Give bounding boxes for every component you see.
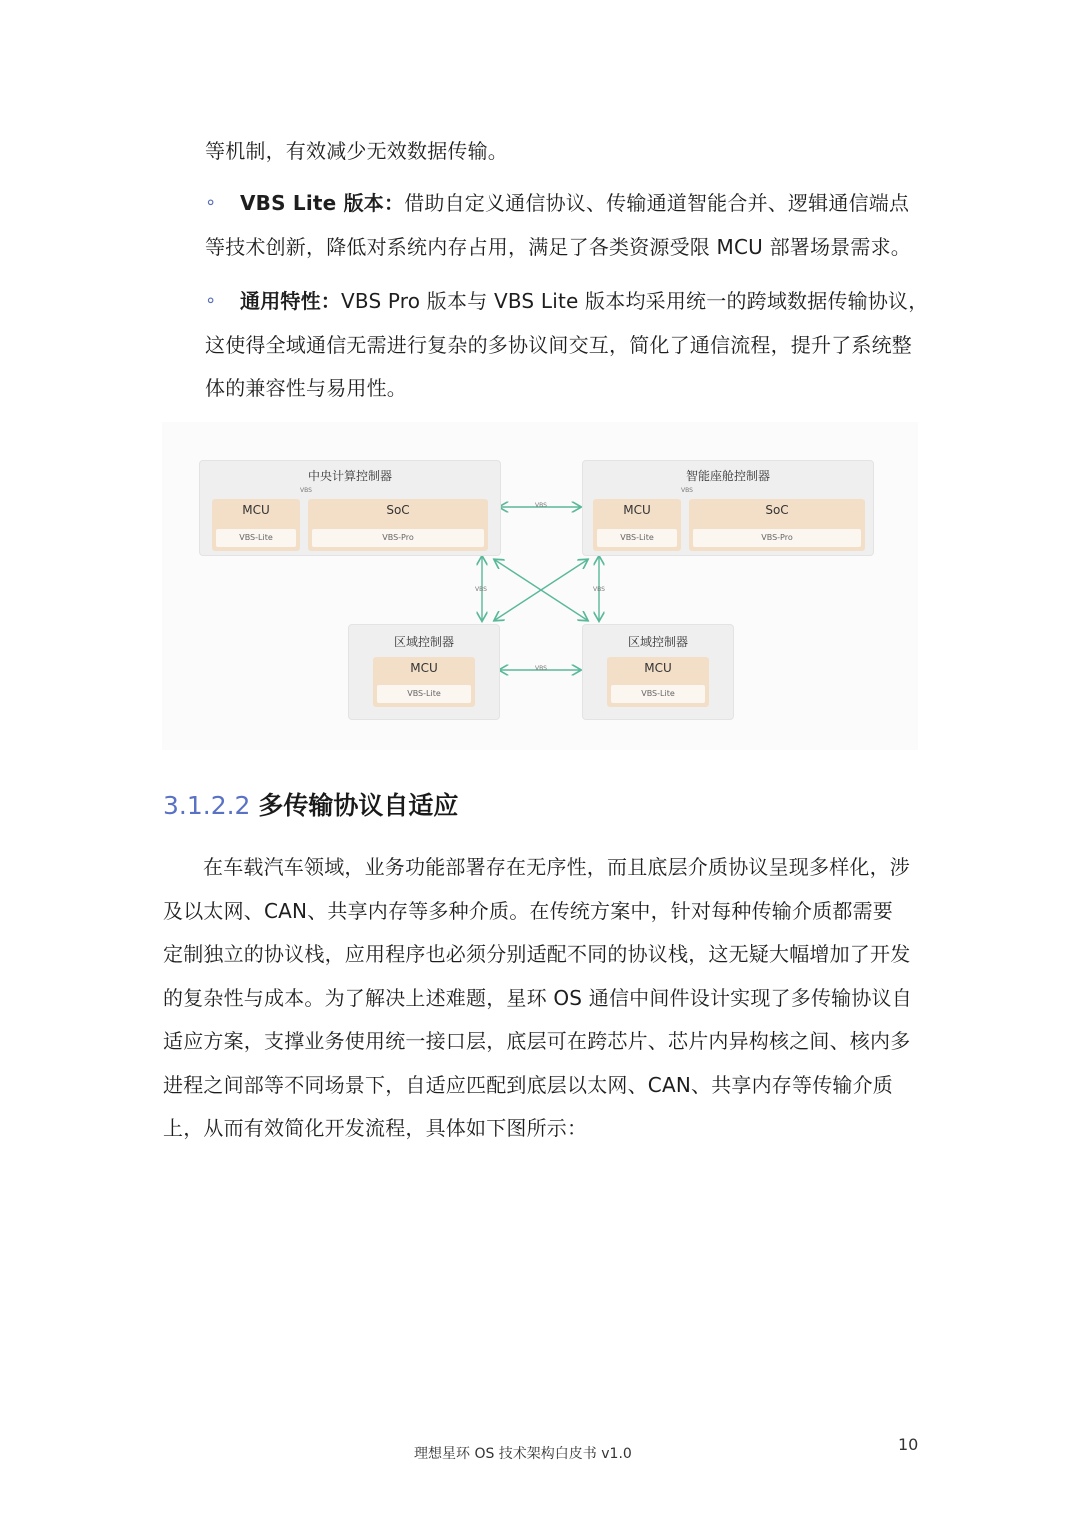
link-label: VBS — [593, 586, 605, 593]
chip-sub: VBS-Pro — [693, 529, 861, 547]
box-title: 区域控制器 — [627, 635, 688, 649]
chip-name: MCU — [410, 661, 438, 675]
footer-title: 理想星环 OS 技术架构白皮书 v1.0 — [414, 1446, 632, 1462]
chip-name: SoC — [386, 503, 410, 517]
chip-sub: VBS-Pro — [312, 529, 484, 547]
box-title: 区域控制器 — [393, 635, 454, 649]
controller-box-central — [199, 460, 501, 556]
link-label: VBS — [535, 665, 547, 672]
section-number: 3.1.2.2 — [163, 791, 251, 820]
chip-mcu — [212, 499, 300, 551]
architecture-diagram — [162, 422, 918, 750]
controller-box-cockpit — [582, 460, 874, 556]
chip-sub: VBS-Lite — [377, 685, 471, 703]
chip-sub: VBS-Lite — [597, 529, 677, 547]
bullet-text: 借助自定义通信协议、传输通道智能合并、逻辑通信端点 — [404, 191, 910, 215]
chip-name: MCU — [644, 661, 672, 675]
chip-mcu — [593, 499, 681, 551]
chip-name: MCU — [623, 503, 651, 517]
chip-sub: VBS-Lite — [216, 529, 296, 547]
paragraph-line: 在车载汽车领域，业务功能部署存在无序性，而且底层介质协议呈现多样化，涉 — [203, 855, 910, 879]
bullet-label: VBS Lite 版本： — [240, 191, 405, 215]
section-heading — [163, 790, 458, 822]
controller-box-zone-right — [582, 624, 734, 720]
page-number: 10 — [898, 1435, 919, 1454]
bullet-item-vbs-lite — [240, 189, 909, 217]
paragraph-line: 适应方案，支撑业务使用统一接口层，底层可在跨芯片、芯片内异构核之间、核内多 — [163, 1029, 911, 1053]
paragraph-line: 定制独立的协议栈，应用程序也必须分别适配不同的协议栈，这无疑大幅增加了开发 — [163, 942, 911, 966]
controller-box-zone-left — [348, 624, 500, 720]
bullet-marker: ∘ — [205, 290, 217, 311]
bullet-marker: ∘ — [205, 192, 217, 213]
bullet-text-continued: 体的兼容性与易用性。 — [205, 376, 407, 400]
box-title: 中央计算控制器 — [307, 469, 392, 483]
chip-mcu — [373, 657, 475, 707]
bullet-text-continued: 等技术创新，降低对系统内存占用，满足了各类资源受限 MCU 部署场景需求。 — [205, 235, 911, 259]
chip-soc — [689, 499, 865, 551]
bullet-text: VBS Pro 版本与 VBS Lite 版本均采用统一的跨域数据传输协议， — [341, 289, 929, 313]
paragraph-line: 的复杂性与成本。为了解决上述难题，星环 OS 通信中间件设计实现了多传输协议自 — [163, 986, 912, 1010]
paragraph-line: 及以太网、CAN、共享内存等多种介质。在传统方案中，针对每种传输介质都需要 — [163, 899, 894, 923]
bullet-item-common-features — [240, 287, 928, 315]
paragraph-line: 上，从而有效简化开发流程，具体如下图所示： — [163, 1116, 588, 1140]
paragraph-line: 等机制，有效减少无效数据传输。 — [205, 139, 508, 163]
box-title: 智能座舱控制器 — [685, 469, 770, 483]
link-label: VBS — [535, 502, 547, 509]
link-label: VBS — [300, 487, 312, 494]
link-label: VBS — [475, 586, 487, 593]
chip-name: SoC — [765, 503, 789, 517]
chip-sub: VBS-Lite — [611, 685, 705, 703]
chip-name: MCU — [242, 503, 270, 517]
link-label: VBS — [681, 487, 693, 494]
chip-soc — [308, 499, 488, 551]
bullet-text-continued: 这使得全域通信无需进行复杂的多协议间交互，简化了通信流程，提升了系统整 — [205, 333, 912, 357]
bullet-label: 通用特性： — [240, 289, 341, 313]
section-title: 多传输协议自适应 — [258, 791, 459, 820]
paragraph-line: 进程之间部等不同场景下，自适应匹配到底层以太网、CAN、共享内存等传输介质 — [163, 1073, 894, 1097]
chip-mcu — [607, 657, 709, 707]
